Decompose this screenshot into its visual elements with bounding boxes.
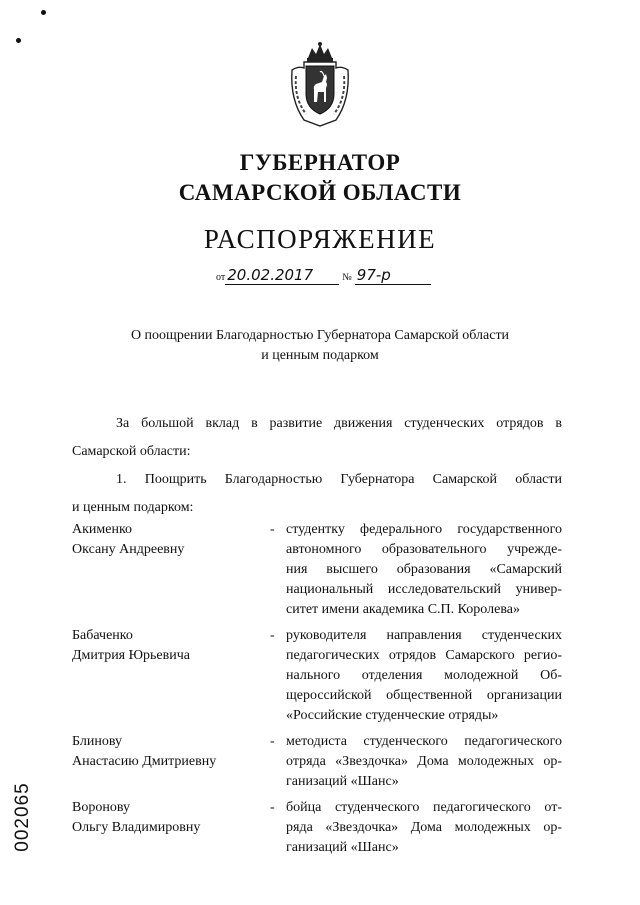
date-number-line	[216, 266, 431, 285]
recipient-name	[72, 520, 184, 560]
handwritten-date: 20.02.2017	[225, 266, 339, 285]
recipient-surname: Акименко	[72, 522, 133, 537]
intro-text: За большой вклад в развитие движения студенческих отрядов в	[116, 416, 562, 431]
position-line: «Российские студенческие отряды»	[286, 708, 499, 723]
recipient-given-names: Оксану Андреевну	[72, 542, 185, 557]
position-line: педагогических отрядов Самарского регио-	[286, 648, 562, 663]
position-line: ния высшего образования «Самарский	[286, 562, 562, 577]
number-label: №	[342, 272, 352, 283]
recipient-given-names: Дмитрия Юрьевича	[72, 648, 190, 663]
intro-paragraph-line: Самарской области:	[72, 444, 191, 459]
item1-line: и ценным подарком:	[72, 500, 194, 515]
position-line: нального отделения молодежной Об-	[286, 668, 562, 683]
position-line: ряда «Звездочка» Дома молодежных ор-	[286, 820, 562, 835]
recipient-name	[72, 732, 216, 772]
position-line: бойца студенческого педагогического от-	[286, 800, 562, 815]
subject-line: и ценным подарком	[261, 348, 379, 363]
samara-coat-of-arms-icon	[286, 40, 354, 128]
position-line: студентку федерального государственного	[286, 522, 562, 537]
recipient-surname: Блинову	[72, 734, 122, 749]
recipient-name	[72, 798, 200, 838]
separator-dash: -	[270, 734, 275, 749]
recipient-given-names: Анастасию Дмитриевну	[72, 754, 217, 769]
recipient-position	[286, 732, 562, 792]
position-line: щероссийской общественной организации	[286, 688, 562, 703]
issuer-title-line2: САМАРСКОЙ ОБЛАСТИ	[178, 180, 462, 205]
position-line: ганизаций «Шанс»	[286, 840, 399, 855]
margin-registration-stamp	[8, 772, 38, 862]
position-line: национальный исследовательский универ-	[286, 582, 562, 597]
date-label: от	[216, 272, 226, 283]
recipient-position	[286, 626, 562, 726]
stamp-number: 002065	[12, 782, 33, 852]
separator-dash: -	[270, 522, 275, 537]
recipient-name	[72, 626, 190, 666]
separator-dash: -	[270, 628, 275, 643]
position-line: ганизаций «Шанс»	[286, 774, 399, 789]
recipient-surname: Воронову	[72, 800, 130, 815]
position-line: ситет имени академика С.П. Королева»	[286, 602, 520, 617]
item1-text: 1. Поощрить Благодарностью Губернатора Самарской области	[116, 472, 562, 487]
scan-speck	[41, 10, 46, 15]
item1-line	[72, 470, 562, 490]
recipient-surname: Бабаченко	[72, 628, 133, 643]
position-line: автономного образовательного учрежде-	[286, 542, 562, 557]
recipient-given-names: Ольгу Владимировну	[72, 820, 201, 835]
intro-paragraph-line	[72, 414, 562, 434]
position-line: методиста студенческого педагогического	[286, 734, 562, 749]
scan-speck	[16, 38, 21, 43]
handwritten-number: 97-р	[355, 266, 431, 285]
document-type-heading: РАСПОРЯЖЕНИЕ	[203, 224, 437, 254]
subject-line: О поощрении Благодарностью Губернатора Самарской области	[130, 328, 510, 343]
issuer-title-line1: ГУБЕРНАТОР	[239, 150, 401, 175]
recipient-position	[286, 520, 562, 620]
recipient-position	[286, 798, 562, 858]
position-line: отряда «Звездочка» Дома молодежных ор-	[286, 754, 562, 769]
subject-block	[60, 326, 580, 366]
position-line: руководителя направления студенческих	[286, 628, 562, 643]
separator-dash: -	[270, 800, 275, 815]
